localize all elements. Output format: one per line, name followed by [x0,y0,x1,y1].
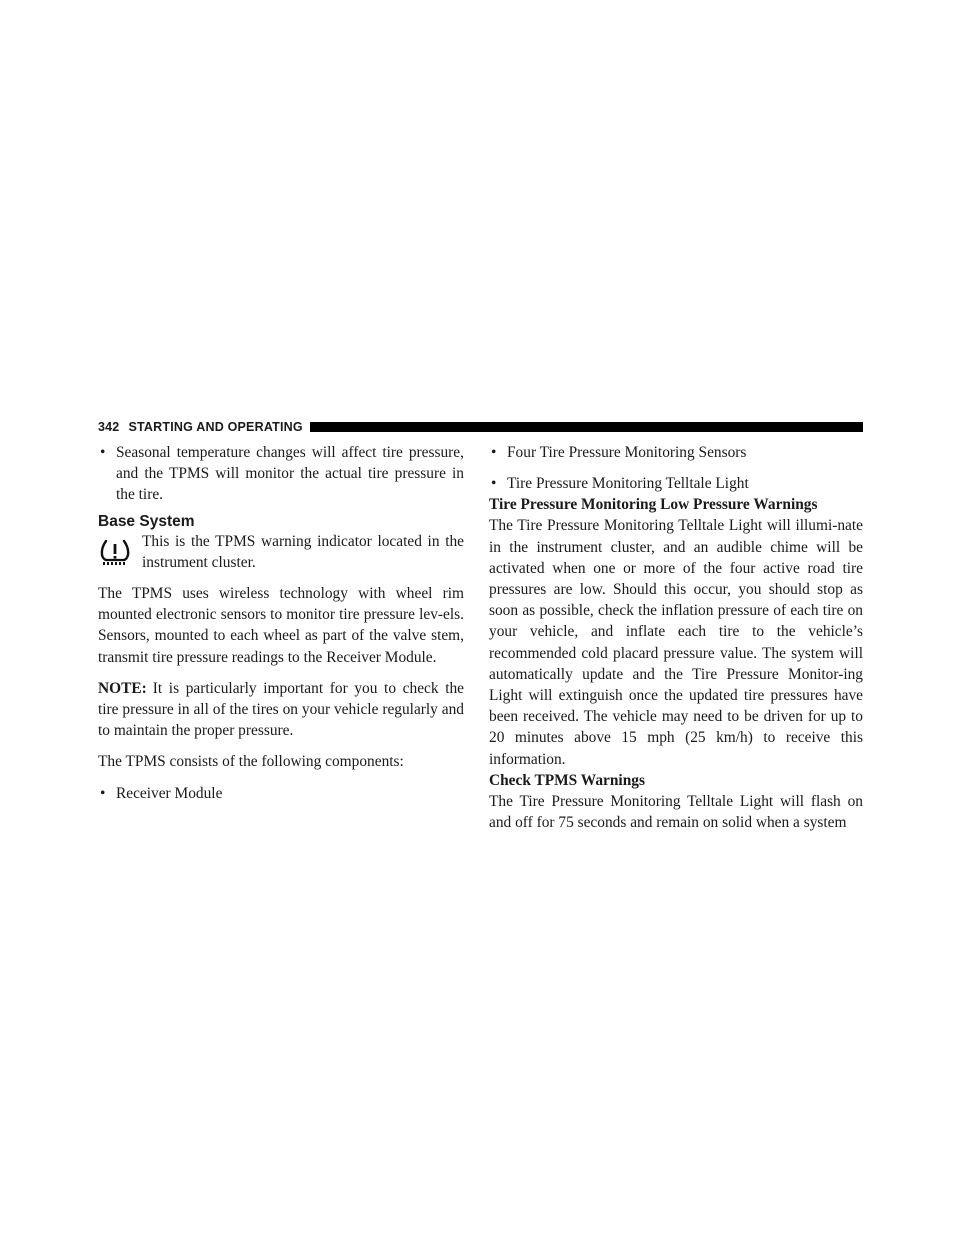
paragraph-low-pressure: The Tire Pressure Monitoring Telltale Light will illumi-nate in the instrument cluster, and an audible chime will be activated when one or more of the four active road tire pressures are low. Should this occur, you should stop as soon as possible, check the inflation pressure of each tire on your vehicle, and inflate each tire to the vehicle’s recommended cold placard pressure value. The system will automatically update and the Tire Pressure Monitor-ing Light will extinguish once the updated tire pressures have been received. The vehicle may need to be driven for up to 20 minutes above 15 mph (25 km/h) to receive this information. [489,517,863,768]
tpms-indicator-row [98,531,464,573]
list-item-text: Receiver Module [116,784,223,802]
note-paragraph [98,678,464,742]
heading-base-system: Base System [98,512,195,530]
page-header [98,420,863,434]
indicator-description: This is the TPMS warning indicator located in the instrument cluster. [142,532,464,571]
bullet-icon: • [100,784,106,802]
tpms-warning-icon [98,531,142,573]
heading-low-pressure-warnings: Tire Pressure Monitoring Low Pressure Warnings [489,496,818,514]
list-item-text: Tire Pressure Monitoring Telltale Light [507,475,749,493]
header-rule [310,422,863,432]
paragraph-check-tpms: The Tire Pressure Monitoring Telltale Light will flash on and off for 75 seconds and remain on solid when a system [489,792,863,832]
bullet-icon: • [491,475,497,493]
list-item-text: Four Tire Pressure Monitoring Sensors [507,444,747,461]
list-item [489,442,863,463]
bullet-icon: • [100,444,106,461]
heading-check-tpms-warnings: Check TPMS Warnings [489,771,645,789]
page-number: 342 [98,420,120,434]
list-item [489,473,863,494]
bullet-icon: • [491,444,497,461]
paragraph-tpms-technology: The TPMS uses wireless technology with wheel rim mounted electronic sensors to monitor tire pressure lev-els. Sensors, mounted to each wheel as part of the valve stem, transmit tire pressure readings to the Receiver Module. [98,585,464,666]
list-item [98,442,464,506]
section-title: STARTING AND OPERATING [128,420,303,434]
paragraph-components: The TPMS consists of the following components: [98,753,404,771]
list-item-text: Seasonal temperature changes will affect tire pressure, and the TPMS will monitor the actual tire pressure in the tire. [116,444,464,504]
left-column [98,442,464,804]
note-text: It is particularly important for you to check the tire pressure in all of the tires on your vehicle regularly and to maintain the proper pressure. [98,679,464,740]
right-column [489,442,863,833]
list-item [98,783,464,804]
note-label: NOTE: [98,679,147,697]
